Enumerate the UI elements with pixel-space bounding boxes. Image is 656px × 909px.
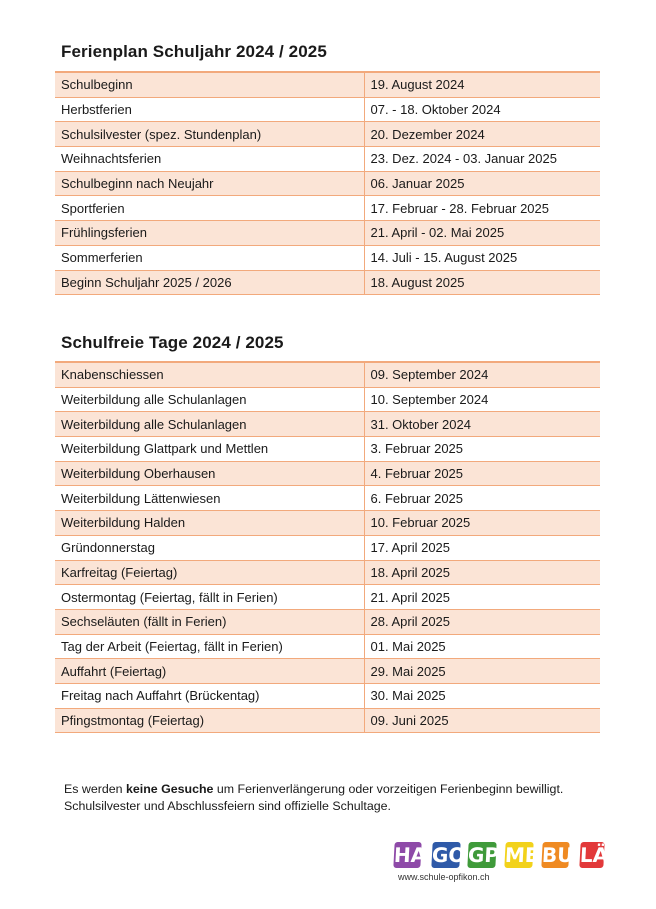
row-label: Weihnachtsferien — [55, 147, 364, 172]
row-date: 28. April 2025 — [364, 609, 600, 634]
table-row — [55, 585, 600, 610]
table-row — [55, 461, 600, 486]
table-row — [55, 437, 600, 462]
row-label: Weiterbildung Glattpark und Mettlen — [55, 437, 364, 462]
table-row — [55, 387, 600, 412]
row-date: 07. - 18. Oktober 2024 — [364, 97, 600, 122]
table-row — [55, 486, 600, 511]
row-label: Sommerferien — [55, 245, 364, 270]
table-row — [55, 221, 600, 246]
row-date: 4. Februar 2025 — [364, 461, 600, 486]
schulfrei-title: Schulfreie Tage 2024 / 2025 — [61, 333, 284, 352]
row-label: Weiterbildung Oberhausen — [55, 461, 364, 486]
table-row — [55, 122, 600, 147]
row-label: Frühlingsferien — [55, 221, 364, 246]
table-row — [55, 708, 600, 733]
school-logo — [392, 838, 607, 886]
table-row — [55, 535, 600, 560]
table-row — [55, 270, 600, 295]
ferienplan-table — [55, 71, 600, 295]
row-label: Auffahrt (Feiertag) — [55, 659, 364, 684]
row-date: 18. August 2025 — [364, 270, 600, 295]
row-label: Ostermontag (Feiertag, fällt in Ferien) — [55, 585, 364, 610]
row-date: 19. August 2024 — [364, 72, 600, 97]
row-date: 30. Mai 2025 — [364, 683, 600, 708]
row-label: Pfingstmontag (Feiertag) — [55, 708, 364, 733]
table-row — [55, 659, 600, 684]
table-row — [55, 171, 600, 196]
row-date: 17. April 2025 — [364, 535, 600, 560]
row-date: 18. April 2025 — [364, 560, 600, 585]
row-label: Freitag nach Auffahrt (Brückentag) — [55, 683, 364, 708]
row-date: 6. Februar 2025 — [364, 486, 600, 511]
ferienplan-title: Ferienplan Schuljahr 2024 / 2025 — [61, 42, 327, 61]
table-row — [55, 147, 600, 172]
note-line1-pre: Es werden — [64, 782, 126, 796]
row-label: Gründonnerstag — [55, 535, 364, 560]
row-date: 14. Juli - 15. August 2025 — [364, 245, 600, 270]
row-date: 10. September 2024 — [364, 387, 600, 412]
note-line1-bold: keine Gesuche — [125, 782, 214, 796]
row-label: Weiterbildung alle Schulanlagen — [55, 412, 364, 437]
row-label: Weiterbildung Lättenwiesen — [55, 486, 364, 511]
schulfrei-table — [55, 361, 600, 733]
row-date: 21. April 2025 — [364, 585, 600, 610]
table-row — [55, 683, 600, 708]
row-label: Weiterbildung Halden — [55, 511, 364, 536]
row-date: 09. Juni 2025 — [364, 708, 600, 733]
logo-tile: BU — [541, 843, 575, 867]
row-label: Schulbeginn nach Neujahr — [55, 171, 364, 196]
note-line1-post: um Ferienverlängerung oder vorzeitigen Ferienbeginn bewilligt. — [213, 782, 564, 796]
table-row — [55, 245, 600, 270]
footer-note — [64, 781, 624, 815]
logo-tile: GP — [467, 843, 500, 867]
row-date: 21. April - 02. Mai 2025 — [364, 221, 600, 246]
table-row — [55, 97, 600, 122]
row-date: 23. Dez. 2024 - 03. Januar 2025 — [364, 147, 600, 172]
logo-url: www.schule-opfikon.ch — [398, 872, 490, 882]
row-date: 10. Februar 2025 — [364, 511, 600, 536]
logo-tile: ME — [504, 843, 540, 867]
table-row — [55, 634, 600, 659]
logo-tile: GO — [431, 843, 467, 867]
row-date: 06. Januar 2025 — [364, 171, 600, 196]
row-label: Sechseläuten (fällt in Ferien) — [55, 609, 364, 634]
row-date: 17. Februar - 28. Februar 2025 — [364, 196, 600, 221]
table-row — [55, 362, 600, 387]
row-date: 31. Oktober 2024 — [364, 412, 600, 437]
note-line2: Schulsilvester und Abschlussfeiern sind offizielle Schultage. — [64, 799, 391, 813]
row-label: Knabenschiessen — [55, 362, 364, 387]
row-date: 20. Dezember 2024 — [364, 122, 600, 147]
table-row — [55, 511, 600, 536]
table-row — [55, 196, 600, 221]
row-label: Schulsilvester (spez. Stundenplan) — [55, 122, 364, 147]
row-label: Schulbeginn — [55, 72, 364, 97]
row-date: 01. Mai 2025 — [364, 634, 600, 659]
table-row — [55, 412, 600, 437]
table-row — [55, 609, 600, 634]
row-label: Sportferien — [55, 196, 364, 221]
row-date: 3. Februar 2025 — [364, 437, 600, 462]
table-row — [55, 72, 600, 97]
logo-tile: HA — [393, 843, 427, 867]
table-row — [55, 560, 600, 585]
row-label: Beginn Schuljahr 2025 / 2026 — [55, 270, 364, 295]
row-label: Tag der Arbeit (Feiertag, fällt in Ferien) — [55, 634, 364, 659]
row-date: 29. Mai 2025 — [364, 659, 600, 684]
row-label: Weiterbildung alle Schulanlagen — [55, 387, 364, 412]
logo-tiles — [392, 838, 607, 870]
row-label: Herbstferien — [55, 97, 364, 122]
row-label: Karfreitag (Feiertag) — [55, 560, 364, 585]
logo-tile: LÄ — [579, 843, 609, 867]
row-date: 09. September 2024 — [364, 362, 600, 387]
